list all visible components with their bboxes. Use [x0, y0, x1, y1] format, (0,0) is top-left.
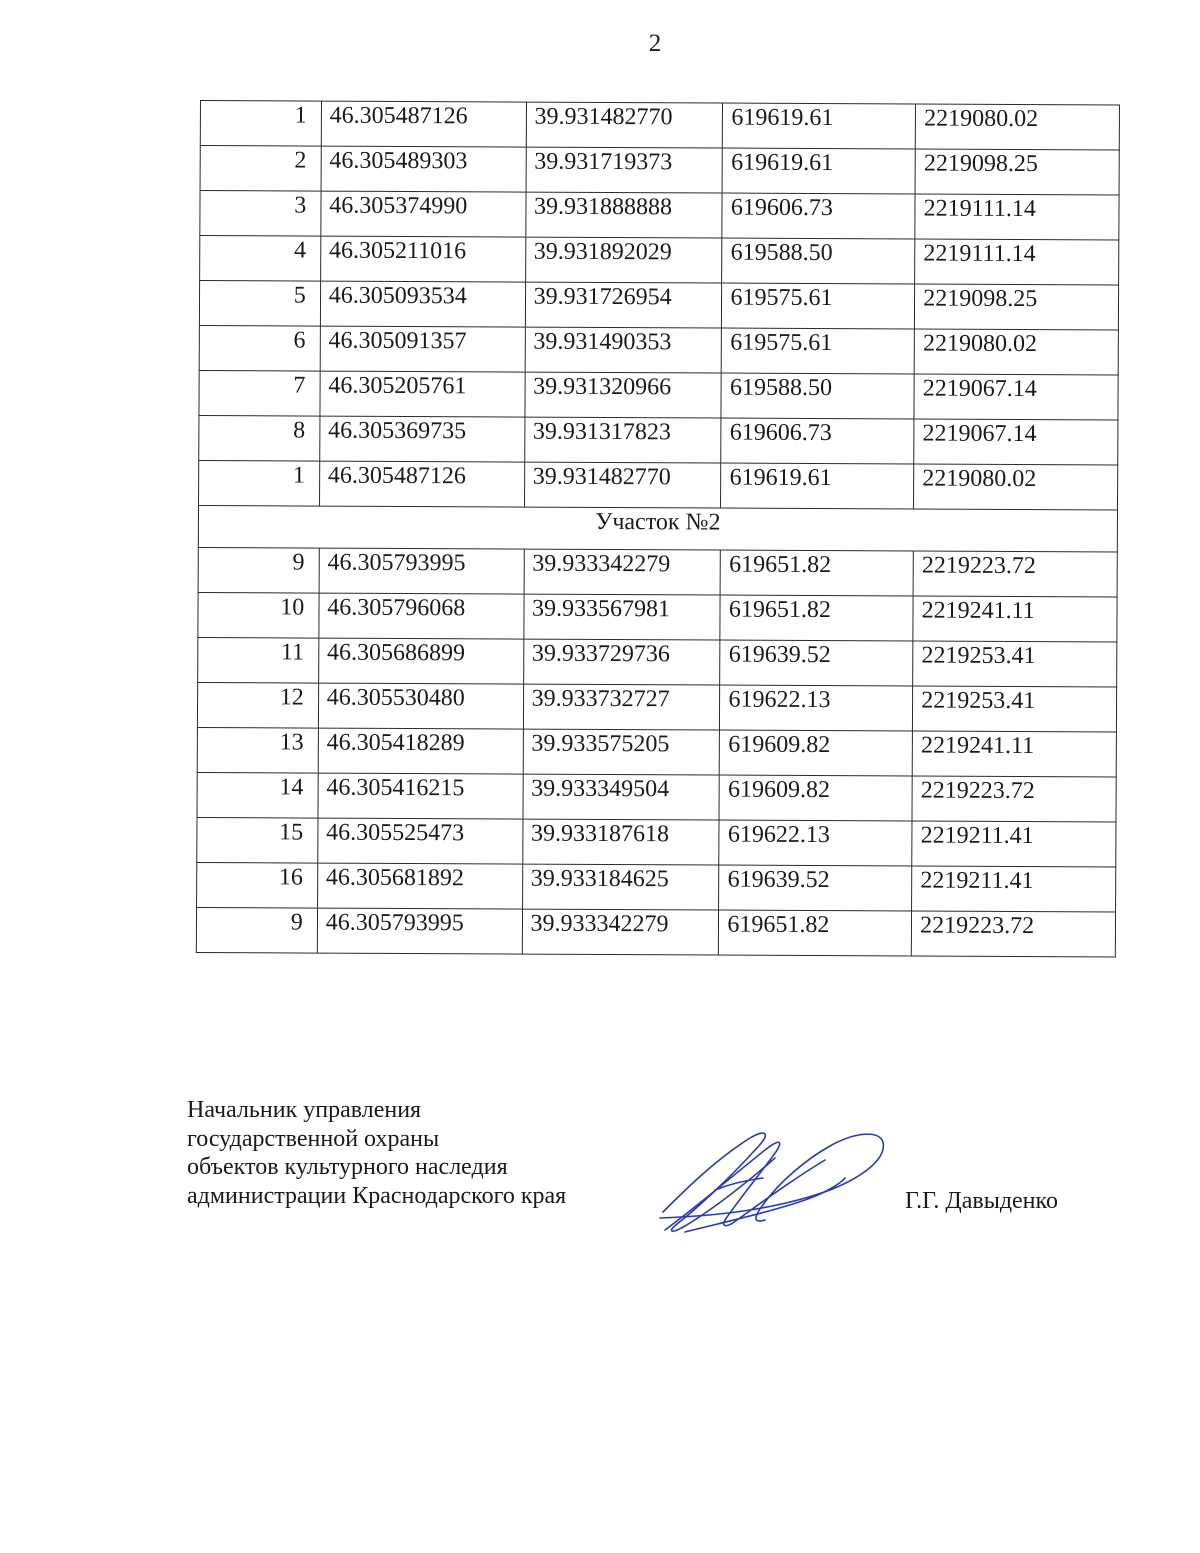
coordinate-cell: 39.933342279 [522, 909, 719, 955]
table-row [197, 862, 1116, 911]
point-number-cell: 8 [199, 415, 320, 461]
coordinate-cell: 2219223.72 [912, 776, 1116, 822]
coordinate-cell: 46.305487126 [319, 461, 524, 507]
point-number-cell: 9 [196, 907, 317, 953]
table-row [198, 592, 1117, 641]
coordinate-cell: 619651.82 [719, 910, 912, 956]
table-row [197, 682, 1116, 731]
coordinate-cell: 39.931317823 [524, 417, 721, 463]
point-number-cell: 2 [200, 146, 321, 192]
coordinate-cell: 619639.52 [719, 865, 912, 911]
coordinate-cell: 619609.82 [720, 730, 913, 776]
signatory-title [187, 1096, 566, 1210]
point-number-cell: 14 [197, 772, 318, 818]
point-number-cell: 11 [198, 637, 319, 683]
table-row [200, 236, 1119, 285]
coordinate-cell: 619639.52 [720, 640, 913, 686]
coordinate-cell: 39.933575205 [523, 729, 720, 775]
coordinates-table-body [196, 101, 1119, 957]
coordinate-cell: 39.933187618 [522, 819, 719, 865]
coordinates-table [196, 100, 1120, 957]
coordinate-cell: 619575.61 [722, 283, 915, 329]
table-row [196, 907, 1115, 956]
coordinate-cell: 46.305796068 [319, 593, 524, 639]
coordinate-cell: 39.931892029 [525, 237, 722, 283]
coordinate-cell: 2219211.41 [912, 821, 1116, 867]
coordinate-cell: 46.305686899 [318, 638, 523, 684]
coordinate-cell: 46.305211016 [320, 236, 525, 282]
page-number: 2 [648, 30, 662, 57]
coordinate-cell: 619619.61 [723, 103, 916, 149]
point-number-cell: 4 [200, 236, 321, 282]
coordinate-cell: 2219223.72 [913, 551, 1117, 597]
table-row [198, 637, 1117, 686]
coordinate-cell: 2219080.02 [914, 329, 1118, 375]
coordinate-cell: 39.933732727 [523, 684, 720, 730]
point-number-cell: 13 [197, 727, 318, 773]
coordinate-cell: 619588.50 [722, 238, 915, 284]
coordinate-cell: 39.933184625 [522, 864, 719, 910]
coordinate-cell: 2219253.41 [913, 641, 1117, 687]
table-row [199, 460, 1118, 509]
coordinate-cell: 39.933567981 [523, 594, 720, 640]
signatory-title-line: администрации Краснодарского края [187, 1182, 567, 1209]
table-row [200, 101, 1119, 150]
coordinate-cell: 39.933729736 [523, 639, 720, 685]
coordinate-cell: 46.305416215 [318, 773, 523, 819]
point-number-cell: 15 [197, 817, 318, 863]
coordinate-cell: 619575.61 [722, 328, 915, 374]
coordinate-cell: 46.305487126 [321, 101, 526, 147]
table-row [199, 281, 1118, 330]
table-row [197, 727, 1116, 776]
handwritten-signature [655, 1120, 895, 1240]
point-number-cell: 7 [199, 370, 320, 416]
table-row [197, 817, 1116, 866]
section-title: Участок №2 [198, 505, 1117, 551]
coordinate-cell: 39.931482770 [526, 102, 723, 148]
coordinate-cell: 39.931888888 [525, 192, 722, 238]
coordinate-cell: 39.931719373 [526, 147, 723, 193]
coordinate-cell: 39.931320966 [525, 372, 722, 418]
point-number-cell: 12 [197, 682, 318, 728]
coordinate-cell: 46.305793995 [317, 908, 522, 954]
signature-stroke [685, 1178, 845, 1232]
coordinate-cell: 46.305793995 [319, 548, 524, 594]
point-number-cell: 1 [199, 460, 320, 506]
coordinate-cell: 46.305369735 [319, 416, 524, 462]
table-row [198, 547, 1117, 596]
point-number-cell: 3 [200, 191, 321, 237]
table-row [197, 772, 1116, 821]
coordinate-cell: 2219211.41 [912, 866, 1116, 912]
coordinate-cell: 619651.82 [721, 550, 914, 596]
coordinate-cell: 619619.61 [722, 148, 915, 194]
coordinate-cell: 619588.50 [721, 373, 914, 419]
point-number-cell: 1 [200, 101, 321, 147]
coordinate-cell: 2219111.14 [915, 194, 1119, 240]
table-row [199, 415, 1118, 464]
point-number-cell: 6 [199, 325, 320, 371]
coordinate-cell: 619622.13 [719, 820, 912, 866]
table-row [199, 370, 1118, 419]
coordinate-cell: 2219080.02 [914, 464, 1118, 510]
coordinate-cell: 39.933349504 [523, 774, 720, 820]
coordinate-cell: 46.305681892 [317, 863, 522, 909]
signatory-title-line: государственной охраны [187, 1125, 440, 1152]
coordinate-cell: 2219223.72 [912, 911, 1116, 957]
coordinate-cell: 2219241.11 [912, 731, 1116, 777]
signatory-title-line: Начальник управления [187, 1097, 422, 1123]
coordinate-cell: 2219111.14 [915, 239, 1119, 285]
coordinate-cell: 2219241.11 [913, 596, 1117, 642]
point-number-cell: 16 [197, 862, 318, 908]
point-number-cell: 9 [198, 547, 319, 593]
table-row [199, 325, 1118, 374]
coordinate-cell: 39.931482770 [524, 462, 721, 508]
coordinate-cell: 619622.13 [720, 685, 913, 731]
point-number-cell: 10 [198, 592, 319, 638]
coordinate-cell: 46.305525473 [318, 818, 523, 864]
point-number-cell: 5 [199, 281, 320, 327]
coordinate-cell: 2219080.02 [915, 104, 1119, 150]
coordinate-cell: 46.305091357 [320, 326, 525, 372]
coordinate-cell: 46.305489303 [321, 146, 526, 192]
section-header-row [198, 505, 1117, 551]
coordinate-cell: 2219067.14 [914, 419, 1118, 465]
table-row [200, 191, 1119, 240]
coordinate-cell: 2219067.14 [914, 374, 1118, 420]
coordinate-cell: 619609.82 [719, 775, 912, 821]
coordinate-cell: 46.305093534 [320, 281, 525, 327]
signatory-name: Г.Г. Давыденко [905, 1188, 1058, 1214]
coordinate-cell: 2219253.41 [913, 686, 1117, 732]
coordinate-cell: 619606.73 [721, 418, 914, 464]
coordinate-cell: 39.931726954 [525, 282, 722, 328]
coordinate-cell: 2219098.25 [915, 284, 1119, 330]
coordinate-cell: 46.305530480 [318, 683, 523, 729]
coordinate-cell: 46.305418289 [318, 728, 523, 774]
coordinate-cell: 619606.73 [722, 193, 915, 239]
coordinate-cell: 619651.82 [720, 595, 913, 641]
coordinate-cell: 46.305205761 [320, 371, 525, 417]
coordinate-cell: 619619.61 [721, 463, 914, 509]
signatory-title-line: объектов культурного наследия [187, 1154, 508, 1180]
coordinate-cell: 39.933342279 [524, 549, 721, 595]
coordinate-cell: 46.305374990 [321, 191, 526, 237]
coordinate-cell: 39.931490353 [525, 327, 722, 373]
coordinate-cell: 2219098.25 [915, 149, 1119, 195]
table-row [200, 146, 1119, 195]
